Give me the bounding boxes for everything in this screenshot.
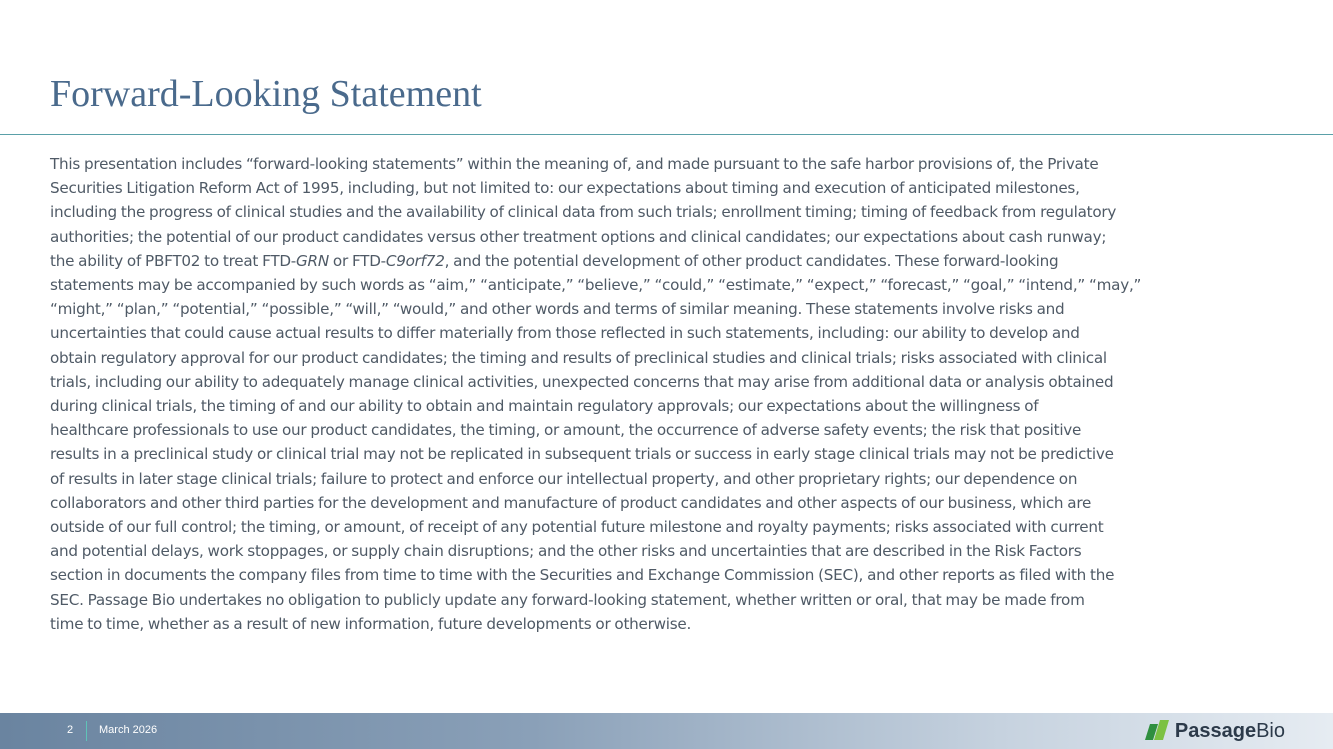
body-line: time to time, whether as a result of new information, future developments or otherwise. bbox=[50, 614, 692, 633]
footer-divider bbox=[86, 721, 87, 741]
body-line: of results in later stage clinical trials; failure to protect and enforce our intellectual property, and other proprietary rights; our dependence on bbox=[50, 469, 1078, 488]
logo-text-bio: Bio bbox=[1256, 719, 1285, 742]
forward-looking-statement-body bbox=[50, 152, 1300, 636]
title-divider bbox=[0, 134, 1333, 135]
body-line: outside of our full control; the timing, or amount, of receipt of any potential future milestone and royalty payments; risks associated with current bbox=[50, 518, 1104, 537]
body-line: uncertainties that could cause actual results to differ materially from those reflected in such statements, including: our ability to develop and bbox=[50, 324, 1080, 343]
body-text-segment: the ability of PBFT02 to treat FTD- bbox=[50, 251, 297, 270]
passage-bio-logo-mark-icon bbox=[1145, 720, 1169, 742]
body-line: authorities; the potential of our product candidates versus other treatment options and clinical candidates; our expectations about cash runway; bbox=[50, 227, 1107, 246]
body-line: trials, including our ability to adequately manage clinical activities, unexpected concerns that may arise from additional data or analysis obtained bbox=[50, 372, 1114, 391]
body-line: SEC. Passage Bio undertakes no obligation to publicly update any forward-looking statement, whether written or oral, that may be made from bbox=[50, 590, 1085, 609]
body-text-segment: , and the potential development of other product candidates. These forward-looking bbox=[444, 251, 1059, 270]
body-line: during clinical trials, the timing of and our ability to obtain and maintain regulatory approvals; our expectations about the willingness of bbox=[50, 397, 1039, 416]
body-line: including the progress of clinical studies and the availability of clinical data from such trials; enrollment timing; timing of feedback from regulatory bbox=[50, 203, 1117, 222]
passage-bio-logo bbox=[1145, 719, 1285, 743]
body-line bbox=[50, 249, 1300, 273]
body-line: This presentation includes “forward-looking statements” within the meaning of, and made pursuant to the safe harbor provisions of, the Private bbox=[50, 155, 1099, 173]
body-line: statements may be accompanied by such words as “aim,” “anticipate,” “believe,” “could,” “estimate,” “expect,” “forecast,” “goal,” “intend,” “may,” bbox=[50, 276, 1142, 295]
footer-date: March 2026 bbox=[99, 724, 158, 736]
body-line: obtain regulatory approval for our product candidates; the timing and results of preclinical studies and clinical trials; risks associated with clinical bbox=[50, 348, 1107, 367]
body-text-segment: or FTD- bbox=[328, 251, 386, 270]
body-line: Securities Litigation Reform Act of 1995, including, but not limited to: our expectations about timing and execution of anticipated milestones, bbox=[50, 179, 1080, 198]
body-line: and potential delays, work stoppages, or supply chain disruptions; and the other risks and uncertainties that are described in the Risk Factors bbox=[50, 542, 1082, 561]
page-number: 2 bbox=[67, 724, 74, 736]
body-line: healthcare professionals to use our product candidates, the timing, or amount, the occurrence of adverse safety events; the risk that positive bbox=[50, 421, 1082, 440]
slide-title: Forward-Looking Statement bbox=[50, 73, 482, 115]
body-line: “might,” “plan,” “potential,” “possible,” “will,” “would,” and other words and terms of similar meaning. These statements involve risks and bbox=[50, 300, 1065, 319]
slide-footer bbox=[0, 713, 1333, 749]
body-line: section in documents the company files from time to time with the Securities and Exchange Commission (SEC), and other reports as filed with the bbox=[50, 566, 1115, 585]
gene-name-grn: GRN bbox=[296, 251, 329, 270]
body-line: results in a preclinical study or clinical trial may not be replicated in subsequent trials or success in early stage clinical trials may not be predictive bbox=[50, 445, 1114, 464]
gene-name-c9orf72: C9orf72 bbox=[385, 251, 445, 270]
body-line: collaborators and other third parties for the development and manufacture of product candidates and other aspects of our business, which are bbox=[50, 493, 1092, 512]
logo-text-passage: Passage bbox=[1174, 719, 1257, 742]
